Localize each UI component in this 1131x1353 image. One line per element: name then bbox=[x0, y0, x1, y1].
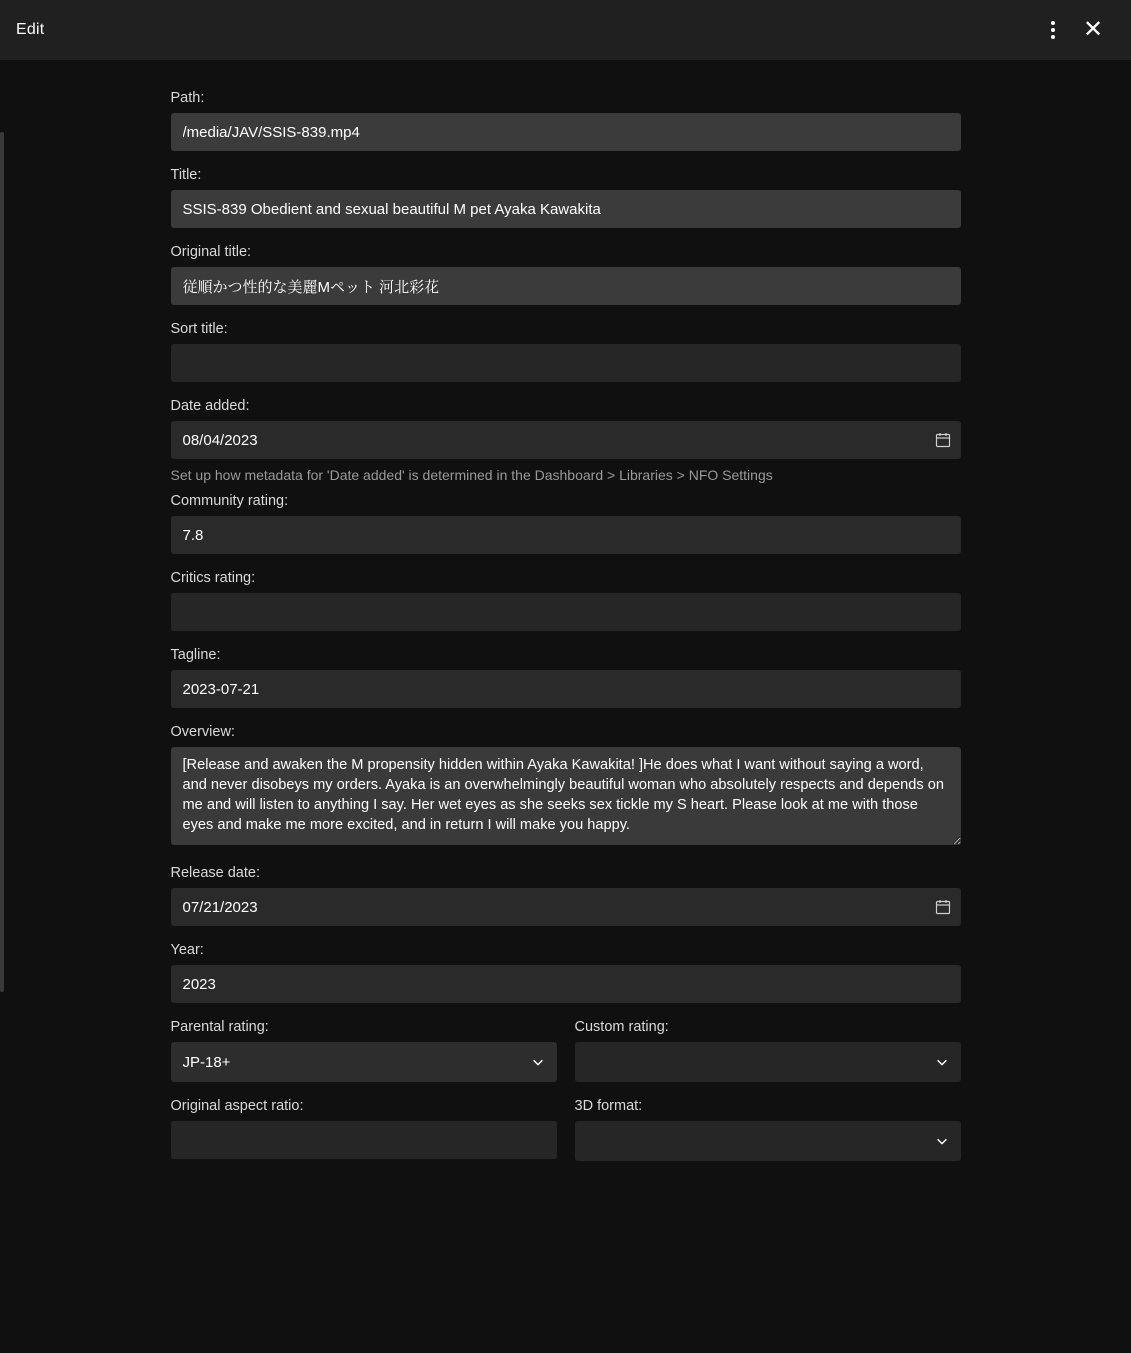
date-added-label: Date added: bbox=[170, 398, 250, 414]
original-title-value: 従順かつ性的な美麗Mペット 河北彩花 bbox=[182, 278, 440, 296]
title-input[interactable] bbox=[171, 190, 961, 228]
original-title-label: Original title: bbox=[170, 244, 252, 260]
kebab-menu-button[interactable] bbox=[1033, 10, 1073, 50]
release-date-input[interactable] bbox=[171, 888, 961, 926]
field-title bbox=[171, 167, 961, 228]
ratings-row bbox=[171, 1019, 961, 1098]
field-path bbox=[171, 90, 961, 151]
calendar-icon[interactable] bbox=[935, 899, 951, 915]
community-rating-label: Community rating: bbox=[170, 493, 289, 509]
field-original-title bbox=[171, 244, 961, 305]
field-parental-rating bbox=[171, 1019, 557, 1082]
original-title-input[interactable] bbox=[171, 267, 961, 305]
scrollbar-thumb[interactable] bbox=[0, 132, 4, 992]
parental-rating-label: Parental rating: bbox=[170, 1019, 269, 1035]
edit-form-scroll-area bbox=[0, 60, 1131, 1353]
chevron-down-icon bbox=[935, 1134, 949, 1148]
custom-rating-select[interactable] bbox=[575, 1042, 961, 1082]
window-titlebar bbox=[0, 0, 1131, 60]
community-rating-input[interactable] bbox=[171, 516, 961, 554]
3d-format-label: 3D format: bbox=[574, 1098, 643, 1114]
calendar-icon[interactable] bbox=[935, 432, 951, 448]
original-aspect-ratio-label: Original aspect ratio: bbox=[170, 1098, 304, 1114]
release-date-wrapper bbox=[171, 888, 961, 926]
overview-textarea[interactable] bbox=[171, 747, 961, 845]
parental-rating-value: JP-18+ bbox=[182, 1053, 231, 1071]
year-label: Year: bbox=[170, 942, 204, 958]
field-original-aspect-ratio bbox=[171, 1098, 557, 1161]
overview-label: Overview: bbox=[170, 724, 235, 740]
release-date-label: Release date: bbox=[170, 865, 260, 881]
close-button[interactable] bbox=[1073, 10, 1113, 50]
field-community-rating bbox=[171, 493, 961, 554]
tagline-label: Tagline: bbox=[170, 647, 221, 663]
parental-rating-select[interactable] bbox=[171, 1042, 557, 1082]
year-input[interactable] bbox=[171, 965, 961, 1003]
field-3d-format bbox=[575, 1098, 961, 1161]
chevron-down-icon bbox=[935, 1055, 949, 1069]
field-sort-title bbox=[171, 321, 961, 382]
year-value: 2023 bbox=[182, 975, 216, 993]
window-title: Edit bbox=[16, 21, 45, 38]
path-input[interactable] bbox=[171, 113, 961, 151]
chevron-down-icon bbox=[531, 1055, 545, 1069]
close-icon: ✕ bbox=[1082, 16, 1104, 43]
metadata-edit-form bbox=[171, 60, 961, 1177]
original-aspect-ratio-input[interactable] bbox=[171, 1121, 557, 1159]
path-value: /media/JAV/SSIS-839.mp4 bbox=[182, 123, 360, 141]
tagline-value: 2023-07-21 bbox=[182, 680, 260, 698]
kebab-menu-icon bbox=[1051, 21, 1055, 39]
critics-rating-label: Critics rating: bbox=[170, 570, 256, 586]
date-added-value: 08/04/2023 bbox=[182, 431, 258, 449]
field-year bbox=[171, 942, 961, 1003]
sort-title-label: Sort title: bbox=[170, 321, 228, 337]
tagline-input[interactable] bbox=[171, 670, 961, 708]
path-label: Path: bbox=[170, 90, 205, 106]
3d-format-select[interactable] bbox=[575, 1121, 961, 1161]
date-added-wrapper bbox=[171, 421, 961, 459]
aspect-3d-row bbox=[171, 1098, 961, 1177]
title-label: Title: bbox=[170, 167, 202, 183]
field-tagline bbox=[171, 647, 961, 708]
field-critics-rating bbox=[171, 570, 961, 631]
custom-rating-label: Custom rating: bbox=[574, 1019, 669, 1035]
sort-title-input[interactable] bbox=[171, 344, 961, 382]
date-added-helper-text: Set up how metadata for 'Date added' is determined in the Dashboard > Libraries > NFO Settings bbox=[170, 467, 773, 483]
field-overview bbox=[171, 724, 961, 849]
critics-rating-input[interactable] bbox=[171, 593, 961, 631]
release-date-value: 07/21/2023 bbox=[182, 898, 258, 916]
community-rating-value: 7.8 bbox=[182, 526, 204, 544]
field-custom-rating bbox=[575, 1019, 961, 1082]
vertical-scrollbar[interactable] bbox=[0, 60, 4, 1353]
date-added-input[interactable] bbox=[171, 421, 961, 459]
title-value: SSIS-839 Obedient and sexual beautiful M pet Ayaka Kawakita bbox=[182, 200, 601, 218]
field-release-date bbox=[171, 865, 961, 926]
field-date-added bbox=[171, 398, 961, 483]
